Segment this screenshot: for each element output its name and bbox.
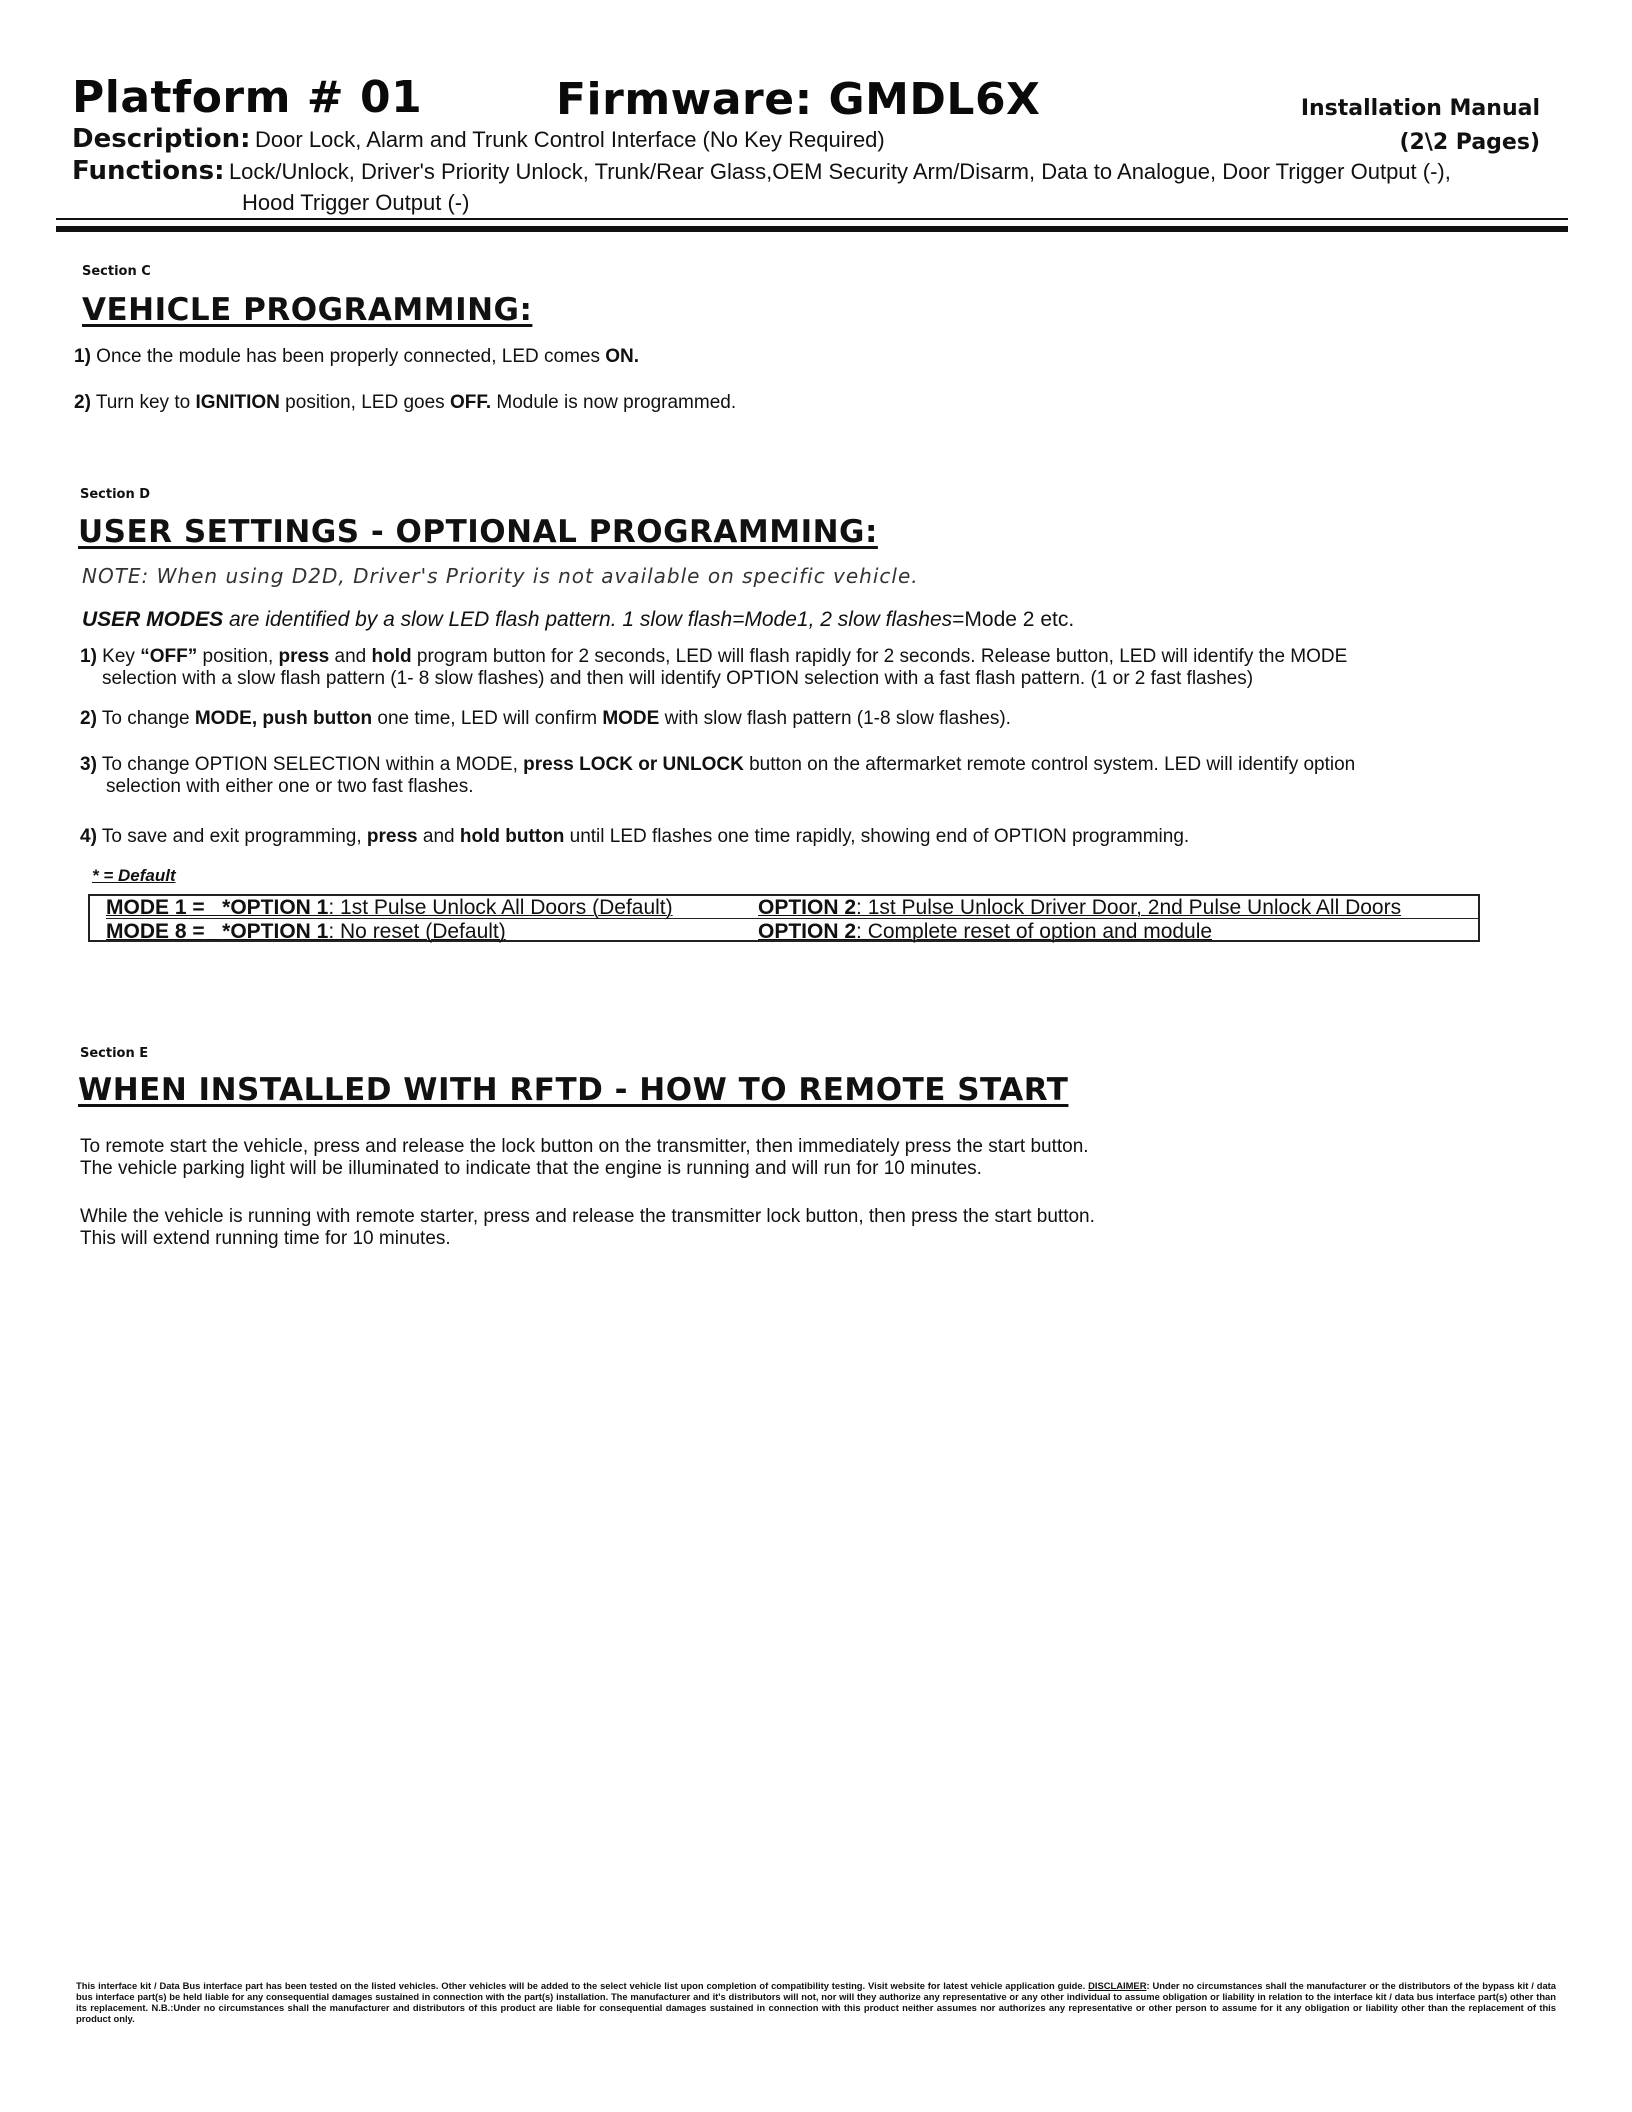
table-row-mode-8-option-2 xyxy=(758,920,1212,944)
step-number: 4) xyxy=(80,826,97,847)
step-bold: MODE xyxy=(602,708,660,729)
header-rule-thick xyxy=(56,226,1568,232)
section-d-step-3 xyxy=(80,754,1355,776)
footer-disclaimer xyxy=(76,1980,1556,2024)
table-row-mode-8 xyxy=(106,920,506,944)
remote-start-para-2-line-1: While the vehicle is running with remote starter, press and release the transmitter lock button, then press the start button. xyxy=(80,1206,1095,1227)
section-d-step-3-line2: selection with either one or two fast flashes. xyxy=(106,776,474,797)
step-text: and xyxy=(417,826,460,847)
step-bold: “OFF” xyxy=(140,646,198,667)
step-bold: press xyxy=(278,646,330,667)
step-text: with slow flash pattern (1-8 slow flashes). xyxy=(659,708,1011,729)
step-number: 2) xyxy=(74,392,91,413)
user-modes-bold: USER MODES xyxy=(82,608,224,631)
step-bold: hold xyxy=(371,646,412,667)
step-text: Module is now programmed. xyxy=(491,392,737,413)
option-2-label: OPTION 2 xyxy=(758,920,857,943)
mode-label: MODE 1 = xyxy=(106,896,205,919)
priority-note: NOTE: When using D2D, Driver's Priority is not available on specific vehicle. xyxy=(82,564,919,588)
disclaimer-body: : Under no circumstances shall the manufacturer or the distributors of the bypass kit / data bus interface part(s) be held liable for any consequential damages sustained in connection with the part(s) installation. The manufacturer and it's distributors will not, nor will they authorize any representative or any other individual to assume obligation or liability in relation to the interface kit / data bus interface part(s) other than its replacement. N.B.:Under no circumstances shall the manufacturer and distributors of this product are liable for consequential damages sustained in connection with this product neither assumes nor authorizes any representative or other person to assume for it any obligation or liability other than the replacement of this product only. xyxy=(76,1980,1557,2024)
section-d-step-4 xyxy=(80,826,1189,848)
section-c-step-1 xyxy=(74,346,639,368)
section-d-step-2 xyxy=(80,708,1011,730)
functions-label: Functions: xyxy=(72,156,225,186)
section-d-step-1-line2: selection with a slow flash pattern (1- 8 slow flashes) and then will identify OPTION selection with a fast flash pattern. (1 or 2 fast flashes) xyxy=(102,668,1254,689)
step-number: 3) xyxy=(80,754,97,775)
step-text: Turn key to xyxy=(90,392,196,413)
section-c-step-2 xyxy=(74,392,736,414)
firmware-title: Firmware: GMDL6X xyxy=(556,74,1041,125)
step-text: Key xyxy=(96,646,141,667)
step-bold: MODE, push button xyxy=(194,708,373,729)
functions-line xyxy=(72,156,1451,186)
step-text: program button for 2 seconds, LED will flash rapidly for 2 seconds. Release button, LED will identify the MODE xyxy=(411,646,1348,667)
mode-label: MODE 8 = xyxy=(106,920,205,943)
default-legend: * = Default xyxy=(92,866,176,885)
section-d-step-1 xyxy=(80,646,1347,668)
pages-label: (2\2 Pages) xyxy=(1399,130,1540,155)
section-d-title: USER SETTINGS - OPTIONAL PROGRAMMING: xyxy=(78,514,878,550)
step-text: and xyxy=(329,646,372,667)
table-row-mode-1-option-2 xyxy=(758,896,1401,920)
platform-title: Platform # 01 xyxy=(72,72,423,123)
option-1-label: *OPTION 1 xyxy=(222,896,329,919)
step-bold: OFF. xyxy=(449,392,492,413)
section-e-title: WHEN INSTALLED WITH RFTD - HOW TO REMOTE START xyxy=(78,1072,1069,1108)
step-bold: press LOCK or UNLOCK xyxy=(523,754,744,775)
option-1-text: : No reset (Default) xyxy=(328,920,506,943)
description-line xyxy=(72,124,885,154)
user-modes-tail: =Mode 2 etc. xyxy=(952,608,1075,631)
step-text: one time, LED will confirm xyxy=(372,708,603,729)
step-number: 2) xyxy=(80,708,97,729)
functions-text: Lock/Unlock, Driver's Priority Unlock, Trunk/Rear Glass,OEM Security Arm/Disarm, Data to Analogue, Door Trigger Output (-), xyxy=(228,159,1451,184)
step-bold: press xyxy=(366,826,418,847)
remote-start-para-1-line-1: To remote start the vehicle, press and release the lock button on the transmitter, then immediately press the start button. xyxy=(80,1136,1089,1157)
step-text: button on the aftermarket remote control system. LED will identify option xyxy=(743,754,1356,775)
step-text: position, xyxy=(197,646,279,667)
step-text: until LED flashes one time rapidly, showing end of OPTION programming. xyxy=(564,826,1190,847)
table-row-mode-1 xyxy=(106,896,673,920)
description-label: Description: xyxy=(72,124,251,154)
step-text: position, LED goes xyxy=(279,392,450,413)
remote-start-para-2-line-2: This will extend running time for 10 minutes. xyxy=(80,1228,451,1249)
section-d-label: Section D xyxy=(80,487,151,502)
section-c-label: Section C xyxy=(82,264,151,279)
option-2-text: : 1st Pulse Unlock Driver Door, 2nd Pulse Unlock All Doors xyxy=(856,896,1402,919)
section-c-title: VEHICLE PROGRAMMING: xyxy=(82,292,533,328)
remote-start-para-1-line-2: The vehicle parking light will be illuminated to indicate that the engine is running and will run for 10 minutes. xyxy=(80,1158,982,1179)
step-text: To change OPTION SELECTION within a MODE, xyxy=(96,754,524,775)
option-1-text: : 1st Pulse Unlock All Doors (Default) xyxy=(328,896,673,919)
step-number: 1) xyxy=(74,346,91,367)
step-text: To save and exit programming, xyxy=(96,826,367,847)
step-bold: IGNITION xyxy=(195,392,280,413)
disclaimer-intro: This interface kit / Data Bus interface part has been tested on the listed vehicles. Other vehicles will be added to the select vehicle list upon completion of compatibility testing. Visit website for latest vehicle application guide. xyxy=(76,1980,1089,1991)
option-2-text: : Complete reset of option and module xyxy=(856,920,1213,943)
option-1-label: *OPTION 1 xyxy=(222,920,329,943)
description-text: Door Lock, Alarm and Trunk Control Interface (No Key Required) xyxy=(255,127,885,152)
step-text: Once the module has been properly connected, LED comes xyxy=(90,346,606,367)
section-e-label: Section E xyxy=(80,1046,149,1061)
user-modes-text: are identified by a slow LED flash pattern. 1 slow flash=Mode1, 2 slow flashes xyxy=(223,608,953,631)
header-rule-thin xyxy=(56,218,1568,220)
step-text: To change xyxy=(96,708,195,729)
option-2-label: OPTION 2 xyxy=(758,896,857,919)
step-bold: hold button xyxy=(459,826,565,847)
manual-label: Installation Manual xyxy=(1300,96,1540,121)
disclaimer-label: DISCLAIMER xyxy=(1088,1980,1147,1991)
functions-text-line2: Hood Trigger Output (-) xyxy=(242,190,470,215)
user-modes-line xyxy=(82,608,1074,632)
step-number: 1) xyxy=(80,646,97,667)
step-bold: ON. xyxy=(605,346,640,367)
